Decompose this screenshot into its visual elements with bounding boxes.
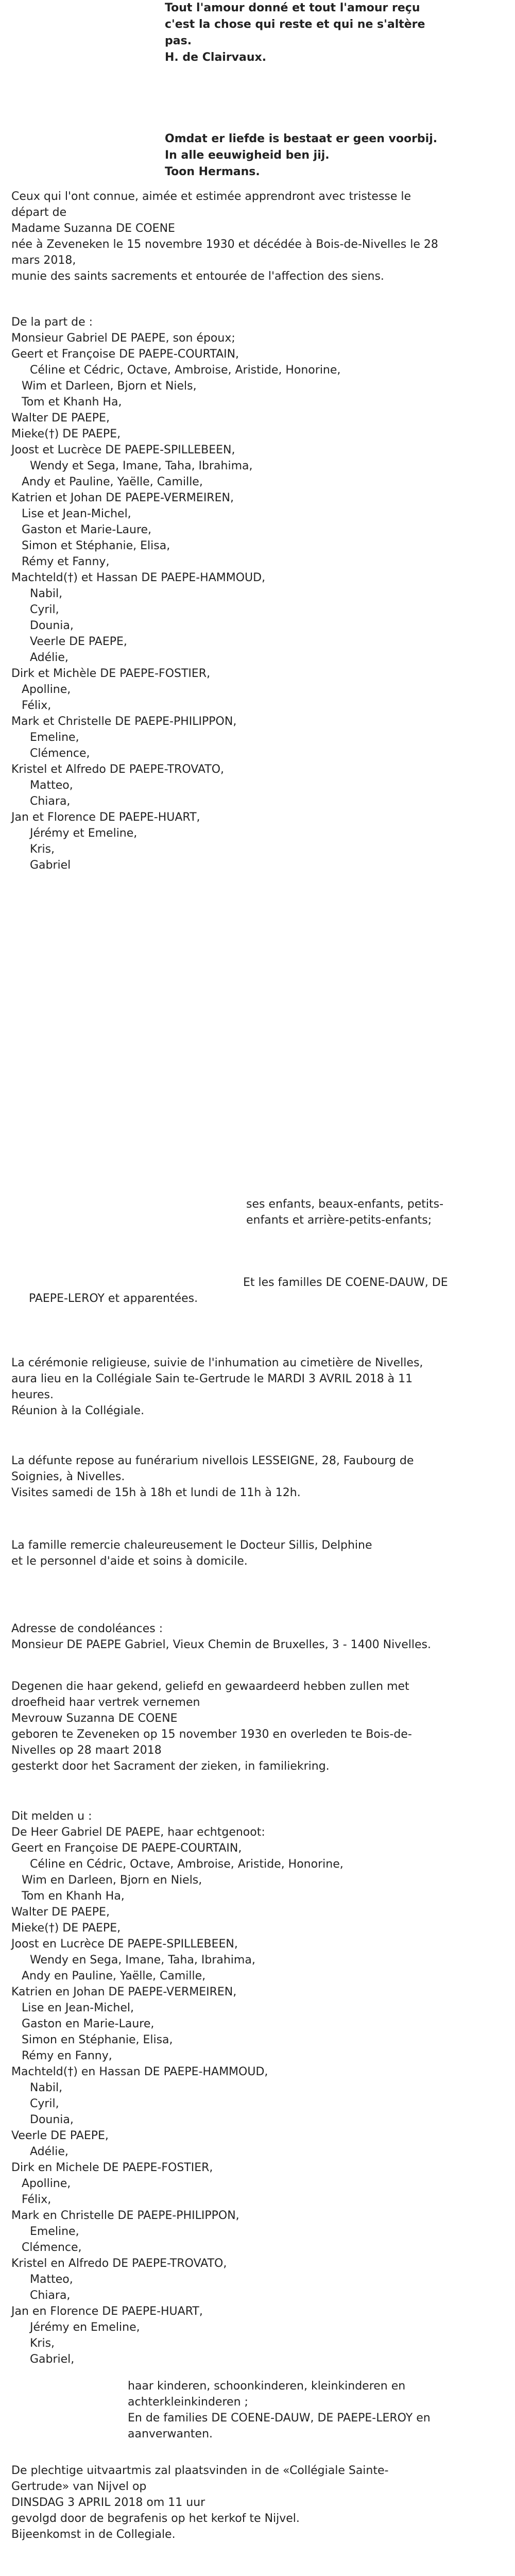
family-member-line: Nabil, — [30, 587, 63, 600]
family-member-line: Wendy et Sega, Imane, Taha, Ibrahima, — [30, 460, 253, 472]
family-member-line: Mark et Christelle DE PAEPE-PHILIPPON, — [11, 715, 237, 728]
family-member-line: Katrien en Johan DE PAEPE-VERMEIREN, — [11, 1986, 237, 1998]
text-line: Omdat er liefde is bestaat er geen voorbij. — [165, 132, 438, 145]
family-member-line: Tom et Khanh Ha, — [22, 396, 122, 409]
family-member-line: Mark en Christelle DE PAEPE-PHILIPPON, — [11, 2209, 239, 2222]
family-member-line: Kristel en Alfredo DE PAEPE-TROVATO, — [11, 2257, 227, 2270]
family-member-line: Clémence, — [22, 2241, 82, 2254]
family-member-line: Dirk en Michele DE PAEPE-FOSTIER, — [11, 2161, 213, 2174]
family-member-line: Chiara, — [30, 795, 71, 808]
family-member-line: Simon en Stéphanie, Elisa, — [22, 2033, 173, 2046]
text-line: geboren te Zeveneken op 15 november 1930 en overleden te Bois-de- — [11, 1728, 412, 1741]
family-member-line: Wendy en Sega, Imane, Taha, Ibrahima, — [30, 1954, 255, 1967]
family-member-line: Tom en Khanh Ha, — [22, 1890, 125, 1903]
family-member-line: Rémy en Fanny, — [22, 2049, 112, 2062]
family-member-line: Cyril, — [30, 603, 59, 616]
family-member-line: Clémence, — [30, 747, 90, 760]
family-member-line: Veerle DE PAEPE, — [11, 2129, 109, 2142]
family-member-line: Gabriel, — [30, 2353, 75, 2366]
thanks-french — [11, 1537, 506, 1569]
text-line: Tout l'amour donné et tout l'amour reçu — [165, 2, 420, 14]
text-line: Nivelles op 28 maart 2018 — [11, 1744, 162, 1757]
text-line: In alle eeuwigheid ben jij. — [165, 149, 330, 162]
text-line: et le personnel d'aide et soins à domicile. — [11, 1555, 248, 1568]
announcement-dutch — [11, 1679, 506, 1774]
text-line: Madame Suzanna DE COENE — [11, 222, 175, 235]
rest-french — [11, 1453, 506, 1501]
family-member-line: Matteo, — [30, 2273, 73, 2286]
text-line: aanverwanten. — [128, 2428, 213, 2441]
family-member-line: Andy et Pauline, Yaëlle, Camille, — [22, 476, 203, 488]
family-member-line: Emeline, — [30, 731, 79, 744]
family-member-line: Rémy et Fanny, — [22, 555, 110, 568]
text-line: H. de Clairvaux. — [165, 51, 267, 64]
text-line: Mevrouw Suzanna DE COENE — [11, 1712, 178, 1725]
text-line: mars 2018, — [11, 254, 76, 267]
family-member-line: Monsieur Gabriel DE PAEPE, son époux; — [11, 332, 235, 345]
family-member-line: Jérémy en Emeline, — [30, 2321, 140, 2334]
text-line: Gertrude» van Nijvel op — [11, 2480, 147, 2493]
family-member-line: Lise et Jean-Michel, — [22, 507, 131, 520]
family-member-line: De Heer Gabriel DE PAEPE, haar echtgenoot: — [11, 1826, 265, 1839]
text-line: née à Zeveneken le 15 novembre 1930 et décédée à Bois-de-Nivelles le 28 — [11, 238, 438, 251]
text-line: Toon Hermans. — [165, 165, 260, 178]
family-member-line: Gaston et Marie-Laure, — [22, 523, 152, 536]
family-member-line: Emeline, — [30, 2225, 79, 2238]
family-member-line: Joost et Lucrèce DE PAEPE-SPILLEBEEN, — [11, 444, 235, 456]
text-line: Réunion à la Collégiale. — [11, 1404, 145, 1417]
family-member-line: Simon et Stéphanie, Elisa, — [22, 539, 170, 552]
families-french-line-1: Et les familles DE COENE-DAUW, DE — [243, 1276, 448, 1289]
family-lines-french — [11, 330, 506, 873]
family-member-line: Chiara, — [30, 2289, 71, 2302]
family-member-line: Katrien et Johan DE PAEPE-VERMEIREN, — [11, 492, 234, 504]
text-line: Ceux qui l'ont connue, aimée et estimée apprendront avec tristesse le — [11, 190, 411, 203]
family-member-line: Kris, — [30, 843, 55, 856]
text-line: gevolgd door de begrafenis op het kerkof te Nijvel. — [11, 2512, 300, 2525]
text-line: achterkleinkinderen ; — [128, 2396, 248, 2409]
family-member-line: Adélie, — [30, 651, 68, 664]
family-member-line: Félix, — [22, 2193, 52, 2206]
family-intro-french: De la part de : — [11, 316, 93, 329]
family-member-line: Gaston en Marie-Laure, — [22, 2018, 154, 2030]
family-member-line: Andy en Pauline, Yaëlle, Camille, — [22, 1970, 206, 1982]
family-member-line: Walter DE PAEPE, — [11, 1906, 110, 1919]
family-list-dutch — [11, 1808, 506, 2367]
children-dutch — [128, 2378, 488, 2442]
quote-french — [165, 0, 494, 66]
text-line: haar kinderen, schoonkinderen, kleinkinderen en — [128, 2380, 406, 2393]
family-member-line: Nabil, — [30, 2081, 63, 2094]
family-member-line: Apolline, — [22, 2177, 71, 2190]
text-line: munie des saints sacrements et entourée de l'affection des siens. — [11, 270, 384, 283]
family-intro-dutch: Dit melden u : — [11, 1810, 92, 1823]
family-member-line: Céline en Cédric, Octave, Ambroise, Aristide, Honorine, — [30, 1858, 344, 1871]
family-member-line: Wim et Darleen, Bjorn et Niels, — [22, 380, 197, 393]
text-line: pas. — [165, 35, 192, 47]
text-line: Soignies, à Nivelles. — [11, 1470, 125, 1483]
family-member-line: Matteo, — [30, 779, 73, 792]
quote-dutch — [165, 131, 494, 180]
family-member-line: Cyril, — [30, 2097, 59, 2110]
text-line: heures. — [11, 1388, 54, 1401]
family-member-line: Dirk et Michèle DE PAEPE-FOSTIER, — [11, 667, 211, 680]
address-french — [11, 1621, 506, 1653]
family-member-line: Kris, — [30, 2337, 55, 2350]
text-line: Bijeenkomst in de Collegiale. — [11, 2528, 176, 2541]
family-list-french — [11, 314, 506, 873]
family-member-line: Kristel et Alfredo DE PAEPE-TROVATO, — [11, 763, 225, 776]
family-member-line: Wim en Darleen, Bjorn en Niels, — [22, 1874, 202, 1887]
text-line: enfants et arrière-petits-enfants; — [246, 1214, 432, 1227]
family-member-line: Jan et Florence DE PAEPE-HUART, — [11, 811, 200, 824]
announcement-french — [11, 189, 506, 284]
family-member-line: Machteld(†) et Hassan DE PAEPE-HAMMOUD, — [11, 571, 266, 584]
family-member-line: Machteld(†) en Hassan DE PAEPE-HAMMOUD, — [11, 2065, 268, 2078]
families-french — [29, 1275, 503, 1307]
family-member-line: Gabriel — [30, 859, 71, 872]
text-line: Adresse de condoléances : — [11, 1622, 163, 1635]
family-member-line: Félix, — [22, 699, 52, 712]
ceremony-dutch — [11, 2463, 506, 2543]
text-line: droefheid haar vertrek vernemen — [11, 1696, 200, 1709]
text-line: départ de — [11, 206, 67, 219]
family-member-line: Dounia, — [30, 2113, 74, 2126]
family-lines-dutch — [11, 1824, 506, 2367]
family-member-line: Lise en Jean-Michel, — [22, 2002, 134, 2014]
ceremony-french — [11, 1355, 506, 1419]
text-line: gesterkt door het Sacrament der zieken, in familiekring. — [11, 1760, 330, 1773]
families-french-line-2: PAEPE-LEROY et apparentées. — [29, 1292, 198, 1305]
family-member-line: Jérémy et Emeline, — [30, 827, 138, 840]
family-member-line: Mieke(†) DE PAEPE, — [11, 1922, 121, 1935]
family-member-line: Geert en Françoise DE PAEPE-COURTAIN, — [11, 1842, 242, 1855]
family-member-line: Dounia, — [30, 619, 74, 632]
text-line: En de families DE COENE-DAUW, DE PAEPE-LEROY en — [128, 2412, 431, 2425]
family-member-line: Mieke(†) DE PAEPE, — [11, 428, 121, 440]
text-line: La cérémonie religieuse, suivie de l'inhumation au cimetière de Nivelles, — [11, 1357, 423, 1369]
family-member-line: Jan en Florence DE PAEPE-HUART, — [11, 2305, 203, 2318]
text-line: DINSDAG 3 APRIL 2018 om 11 uur — [11, 2496, 205, 2509]
text-line: Degenen die haar gekend, geliefd en gewaardeerd hebben zullen met — [11, 1680, 409, 1693]
text-line: La défunte repose au funérarium nivellois LESSEIGNE, 28, Faubourg de — [11, 1454, 414, 1467]
family-member-line: Walter DE PAEPE, — [11, 412, 110, 425]
text-line: Monsieur DE PAEPE Gabriel, Vieux Chemin de Bruxelles, 3 - 1400 Nivelles. — [11, 1638, 431, 1651]
text-line: ses enfants, beaux-enfants, petits- — [246, 1198, 444, 1211]
text-line: De plechtige uitvaartmis zal plaatsvinden in de «Collégiale Sainte- — [11, 2464, 389, 2477]
text-line: Visites samedi de 15h à 18h et lundi de 11h à 12h. — [11, 1486, 301, 1499]
family-member-line: Geert et Françoise DE PAEPE-COURTAIN, — [11, 348, 239, 361]
family-member-line: Joost en Lucrèce DE PAEPE-SPILLEBEEN, — [11, 1938, 238, 1951]
family-member-line: Adélie, — [30, 2145, 68, 2158]
family-member-line: Veerle DE PAEPE, — [30, 635, 127, 648]
text-line: c'est la chose qui reste et qui ne s'altère — [165, 18, 425, 31]
children-french — [246, 1196, 504, 1228]
text-line: La famille remercie chaleureusement le Docteur Sillis, Delphine — [11, 1539, 372, 1552]
family-member-line: Apolline, — [22, 683, 71, 696]
text-line: aura lieu en la Collégiale Sain te-Gertrude le MARDI 3 AVRIL 2018 à 11 — [11, 1372, 413, 1385]
family-member-line: Céline et Cédric, Octave, Ambroise, Aristide, Honorine, — [30, 364, 341, 377]
